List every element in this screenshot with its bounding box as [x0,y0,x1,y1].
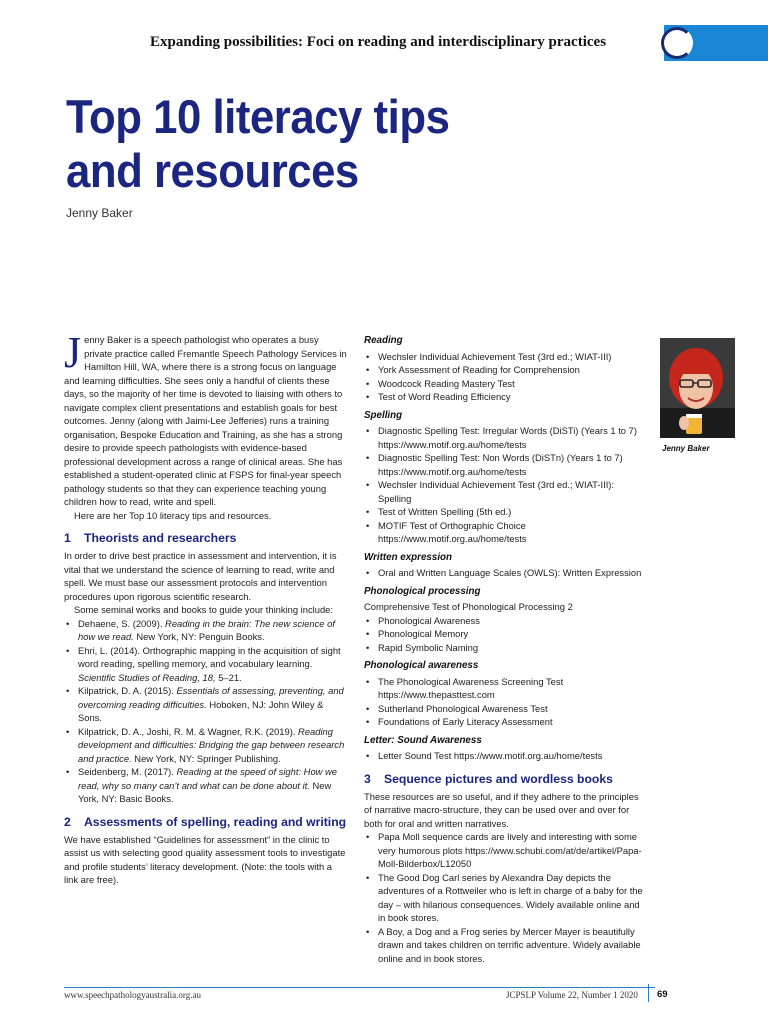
list-item: • The Phonological Awareness Screening Test https://www.thepasttest.com [364,675,646,702]
list-item: • Dehaene, S. (2009). Reading in the brain: The new science of how we read. New York, NY: Penguin Books. [64,617,347,644]
section-2-heading: 2 Assessments of spelling, reading and writing [64,814,347,829]
list-item: • Wechsler Individual Achievement Test (3rd ed.; WIAT-III) [364,350,646,364]
footer-journal: JCPSLP Volume 22, Number 1 2020 [506,990,638,1000]
list-item: • Phonological Memory [364,627,646,641]
footer-url[interactable]: www.speechpathologyaustralia.org.au [64,990,201,1000]
list-item: • Foundations of Early Literacy Assessment [364,715,646,729]
title-line-2: and resources [66,144,359,197]
portrait-illustration [660,338,735,438]
drop-cap: J [64,328,82,377]
intro-lead: Here are her Top 10 literacy tips and resources. [74,509,272,521]
subheading-phonological-awareness: Phonological awareness [364,660,479,671]
written-list [364,566,646,580]
photo-caption: Jenny Baker [662,444,710,453]
spelling-list [364,424,646,546]
list-item: • Rapid Symbolic Naming [364,641,646,655]
list-item: • A Boy, a Dog and a Frog series by Mercer Mayer is beautifully drawn and takes children on terrific adventure. Widely available online and in book stores. [364,925,646,966]
list-item: • Papa Moll sequence cards are lively and interesting with some very humorous plots https://www.schubi.com/at/de/artikel/Papa-Moll-Bilderbox/L12050 [364,830,646,871]
list-item: • Oral and Written Language Scales (OWLS): Written Expression [364,566,646,580]
list-item: • Diagnostic Spelling Test: Irregular Words (DiSTi) (Years 1 to 7) https://www.motif.org.au/home/tests [364,424,646,451]
intro-paragraph: Jenny Baker is a speech pathologist who operates a busy private practice called Fremantle Speech Pathology Services in Hamilton Hill, WA, where there is a strong focus on language and learning difficulties. She sees only a handful of clients these days, so the majority of her time is devoted to liaising with others to navigate complex client presentations and establish goals for best outcomes. Jenny (along with Jaimi-Lee Jefferies) runs a training organisation, Bespoke Education and Training, as she has a strong desire to provide speech pathologists with evidence-based professional development across a range of clinical areas. She has established a student-operated clinic at FSPS for final-year speech pathology students so that they can experience teaching young children how to read, write and spell. [64,328,347,507]
subheading-reading: Reading [364,335,403,346]
list-item: • Kilpatrick, D. A. (2015). Essentials of assessing, preventing, and overcoming reading difficulties. Hoboken, NJ: John Wiley & Sons. [64,684,347,725]
article-title [66,90,449,198]
section-1-para: Some seminal works and books to guide your thinking include: [74,604,333,615]
list-item: • Ehri, L. (2014). Orthographic mapping in the acquisition of sight word reading, spelling memory, and vocabulary learning. Scientific Studies of Reading, 18, 5–21. [64,644,347,685]
list-item: • Seidenberg, M. (2017). Reading at the speed of sight: How we read, why so many can’t and what can be done about it. New York, NY: Basic Books. [64,765,347,806]
list-item: • Phonological Awareness [364,614,646,628]
lettersound-list [364,749,646,763]
author-photo [660,338,735,438]
page-number: 69 [657,989,668,1000]
list-item: • York Assessment of Reading for Comprehension [364,363,646,377]
list-item: • Test of Word Reading Efficiency [364,390,646,404]
list-item: • Kilpatrick, D. A., Joshi, R. M. & Wagner, R.K. (2019). Reading development and difficulties: Bridging the gap between research and practice. New York, NY: Springer Publishing. [64,725,347,766]
list-item: • Letter Sound Test https://www.motif.org.au/home/tests [364,749,646,763]
left-column [64,328,347,887]
phonproc-intro: Comprehensive Test of Phonological Processing 2 [364,601,573,612]
list-item: • Woodcock Reading Mastery Test [364,377,646,391]
list-item: • Diagnostic Spelling Test: Non Words (DiSTn) (Years 1 to 7) https://www.motif.org.au/home/tests [364,451,646,478]
phonproc-list [364,614,646,655]
section-3-heading: 3 Sequence pictures and wordless books [364,771,613,786]
footer-rule [64,987,655,988]
header-logo-mark [661,27,693,59]
running-header: Expanding possibilities: Foci on reading and interdisciplinary practices [150,34,607,50]
author-byline: Jenny Baker [66,206,133,220]
section-1-para: In order to drive best practice in assessment and intervention, it is vital that we understand the science of learning to read, write and spell. We must base our assessment protocols and intervention procedures upon rigorous scientific research. [64,550,337,602]
footer-separator [648,984,649,1002]
reading-list [364,350,646,404]
list-item: • Wechsler Individual Achievement Test (3rd ed.; WIAT-III): Spelling [364,478,646,505]
list-item: • Test of Written Spelling (5th ed.) [364,505,646,519]
reference-list [64,617,347,806]
phonaware-list [364,675,646,729]
sequence-list [364,830,646,965]
list-item: • Sutherland Phonological Awareness Test [364,702,646,716]
subheading-phonological-processing: Phonological processing [364,585,481,597]
section-3-para: These resources are so useful, and if they adhere to the principles of narrative macro-structure, they can be used over and over for both for oral and written narratives. [364,790,639,829]
right-column [364,334,646,965]
subheading-written-expression: Written expression [364,551,453,563]
subheading-spelling: Spelling [364,409,403,421]
list-item: • MOTIF Test of Orthographic Choice https://www.motif.org.au/home/tests [364,519,646,546]
list-item: • The Good Dog Carl series by Alexandra Day depicts the adventures of a Rottweiler who is left in charge of a baby for the day – with hilarious consequences. Widely available online and in book stores. [364,871,646,925]
section-1-heading: 1 Theorists and researchers [64,531,237,545]
subheading-letter-sound: Letter: Sound Awareness [364,734,482,746]
section-2-para: We have established “Guidelines for assessment” in the clinic to assist us with selecting good quality assessment tools to investigate and profile students’ literacy development. (Note: the tools with a link are free). [64,833,346,885]
title-line-1: Top 10 literacy tips [66,90,450,143]
